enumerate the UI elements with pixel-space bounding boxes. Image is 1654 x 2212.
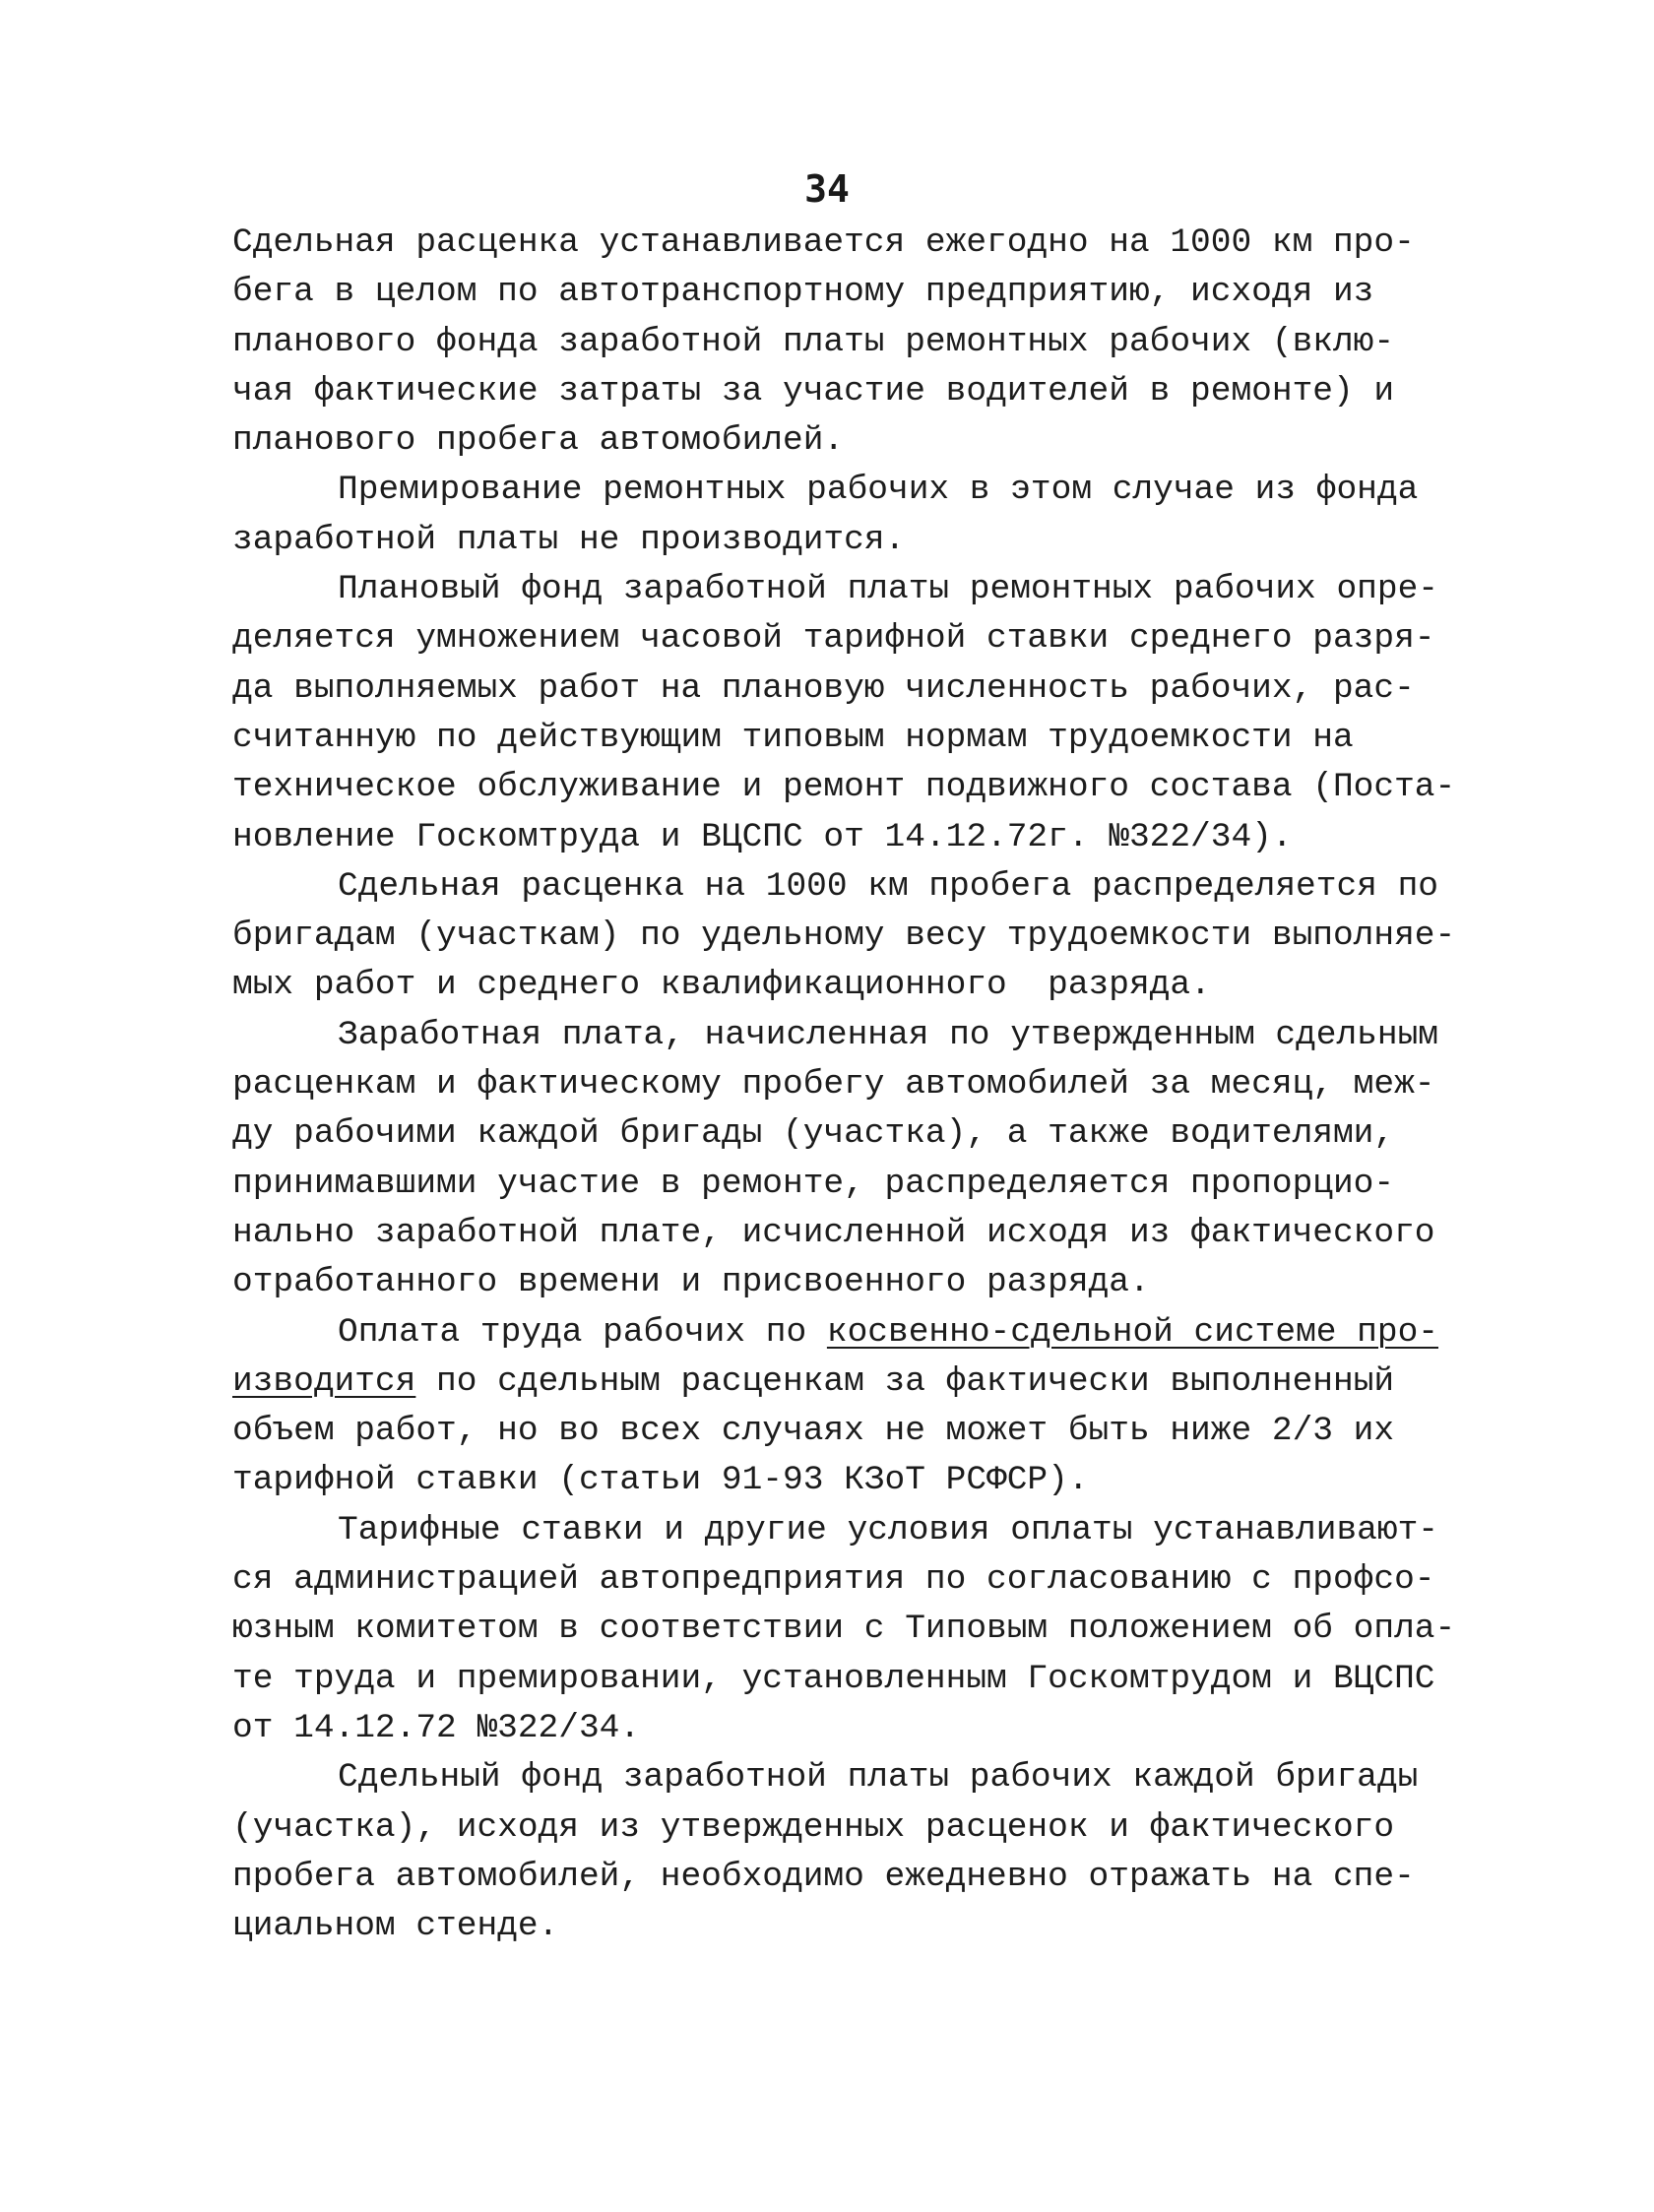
paragraph-start-line: Премирование ремонтных рабочих в этом случае из фонда [338,471,1419,510]
text-line: нально заработной плате, исчисленной исходя из фактического [232,1213,1435,1252]
text-line: ся администрацией автопредприятия по согласованию с профсо- [232,1560,1435,1600]
text-line: (участка), исходя из утвержденных расценок и фактического [232,1807,1395,1847]
text-line: отработанного времени и присвоенного разряда. [232,1263,1150,1302]
paragraph-start-line: Сдельный фонд заработной платы рабочих каждой бригады [338,1758,1419,1798]
body-text [232,219,1456,1951]
text-line: циальном стенде. [232,1907,559,1946]
text-line: новление Госкомтруда и ВЦСПС от 14.12.72г. №322/34). [232,817,1293,856]
text-line: пробега автомобилей, необходимо ежедневно отражать на спе- [232,1857,1415,1896]
text-line: планового пробега автомобилей. [232,421,845,461]
text-line: техническое обслуживание и ремонт подвижного состава (Поста- [232,768,1456,807]
text-line: от 14.12.72 №322/34. [232,1708,641,1747]
text-line: принимавшими участие в ремонте, распределяется пропорцио- [232,1164,1395,1203]
page-number: 34 [804,167,850,211]
paragraph-start-line-underlined: Оплата труда рабочих по косвенно-сдельной системе про- [338,1312,1438,1352]
text-line: юзным комитетом в соответствии с Типовым положением об опла- [232,1610,1456,1649]
text-line: объем работ, но во всех случаях не может быть ниже 2/3 их [232,1412,1395,1451]
underlined-text: косвенно-сдельной системе про- [826,1312,1438,1352]
text-line: те труда и премировании, установленным Госкомтрудом и ВЦСПС [232,1659,1435,1698]
text-line: деляется умножением часовой тарифной ставки среднего разря- [232,619,1435,659]
underlined-text: изводится [232,1361,416,1401]
paragraph-start-line: Плановый фонд заработной платы ремонтных рабочих опре- [338,570,1438,609]
text-line: ду рабочими каждой бригады (участка), а также водителями, [232,1114,1395,1154]
text-line: бега в целом по автотранспортному предприятию, исходя из [232,273,1374,312]
text-line: чая фактические затраты за участие водителей в ремонте) и [232,371,1395,411]
text-line: мых работ и среднего квалификационного разряда. [232,966,1211,1005]
text-line: заработной платы не производится. [232,520,906,559]
text-line: расценкам и фактическому пробегу автомобилей за месяц, меж- [232,1065,1435,1105]
text-line: планового фонда заработной платы ремонтных рабочих (вклю- [232,322,1395,361]
paragraph-start-line: Заработная плата, начисленная по утвержденным сдельным [338,1015,1438,1054]
text-line: бригадам (участкам) по удельному весу трудоемкости выполняе- [232,916,1456,956]
paragraph-start-line: Тарифные ставки и другие условия оплаты устанавливают- [338,1510,1438,1549]
text-line: считанную по действующим типовым нормам трудоемкости на [232,718,1354,757]
text-line: Сдельная расценка устанавливается ежегодно на 1000 км про- [232,223,1415,262]
paragraph-start-line: Сдельная расценка на 1000 км пробега распределяется по [338,866,1438,906]
text-line: да выполняемых работ на плановую численность рабочих, рас- [232,668,1415,708]
text-line: тарифной ставки (статьи 91-93 КЗоТ РСФСР). [232,1461,1089,1500]
text-line: изводится по сдельным расценкам за фактически выполненный [232,1361,1395,1401]
